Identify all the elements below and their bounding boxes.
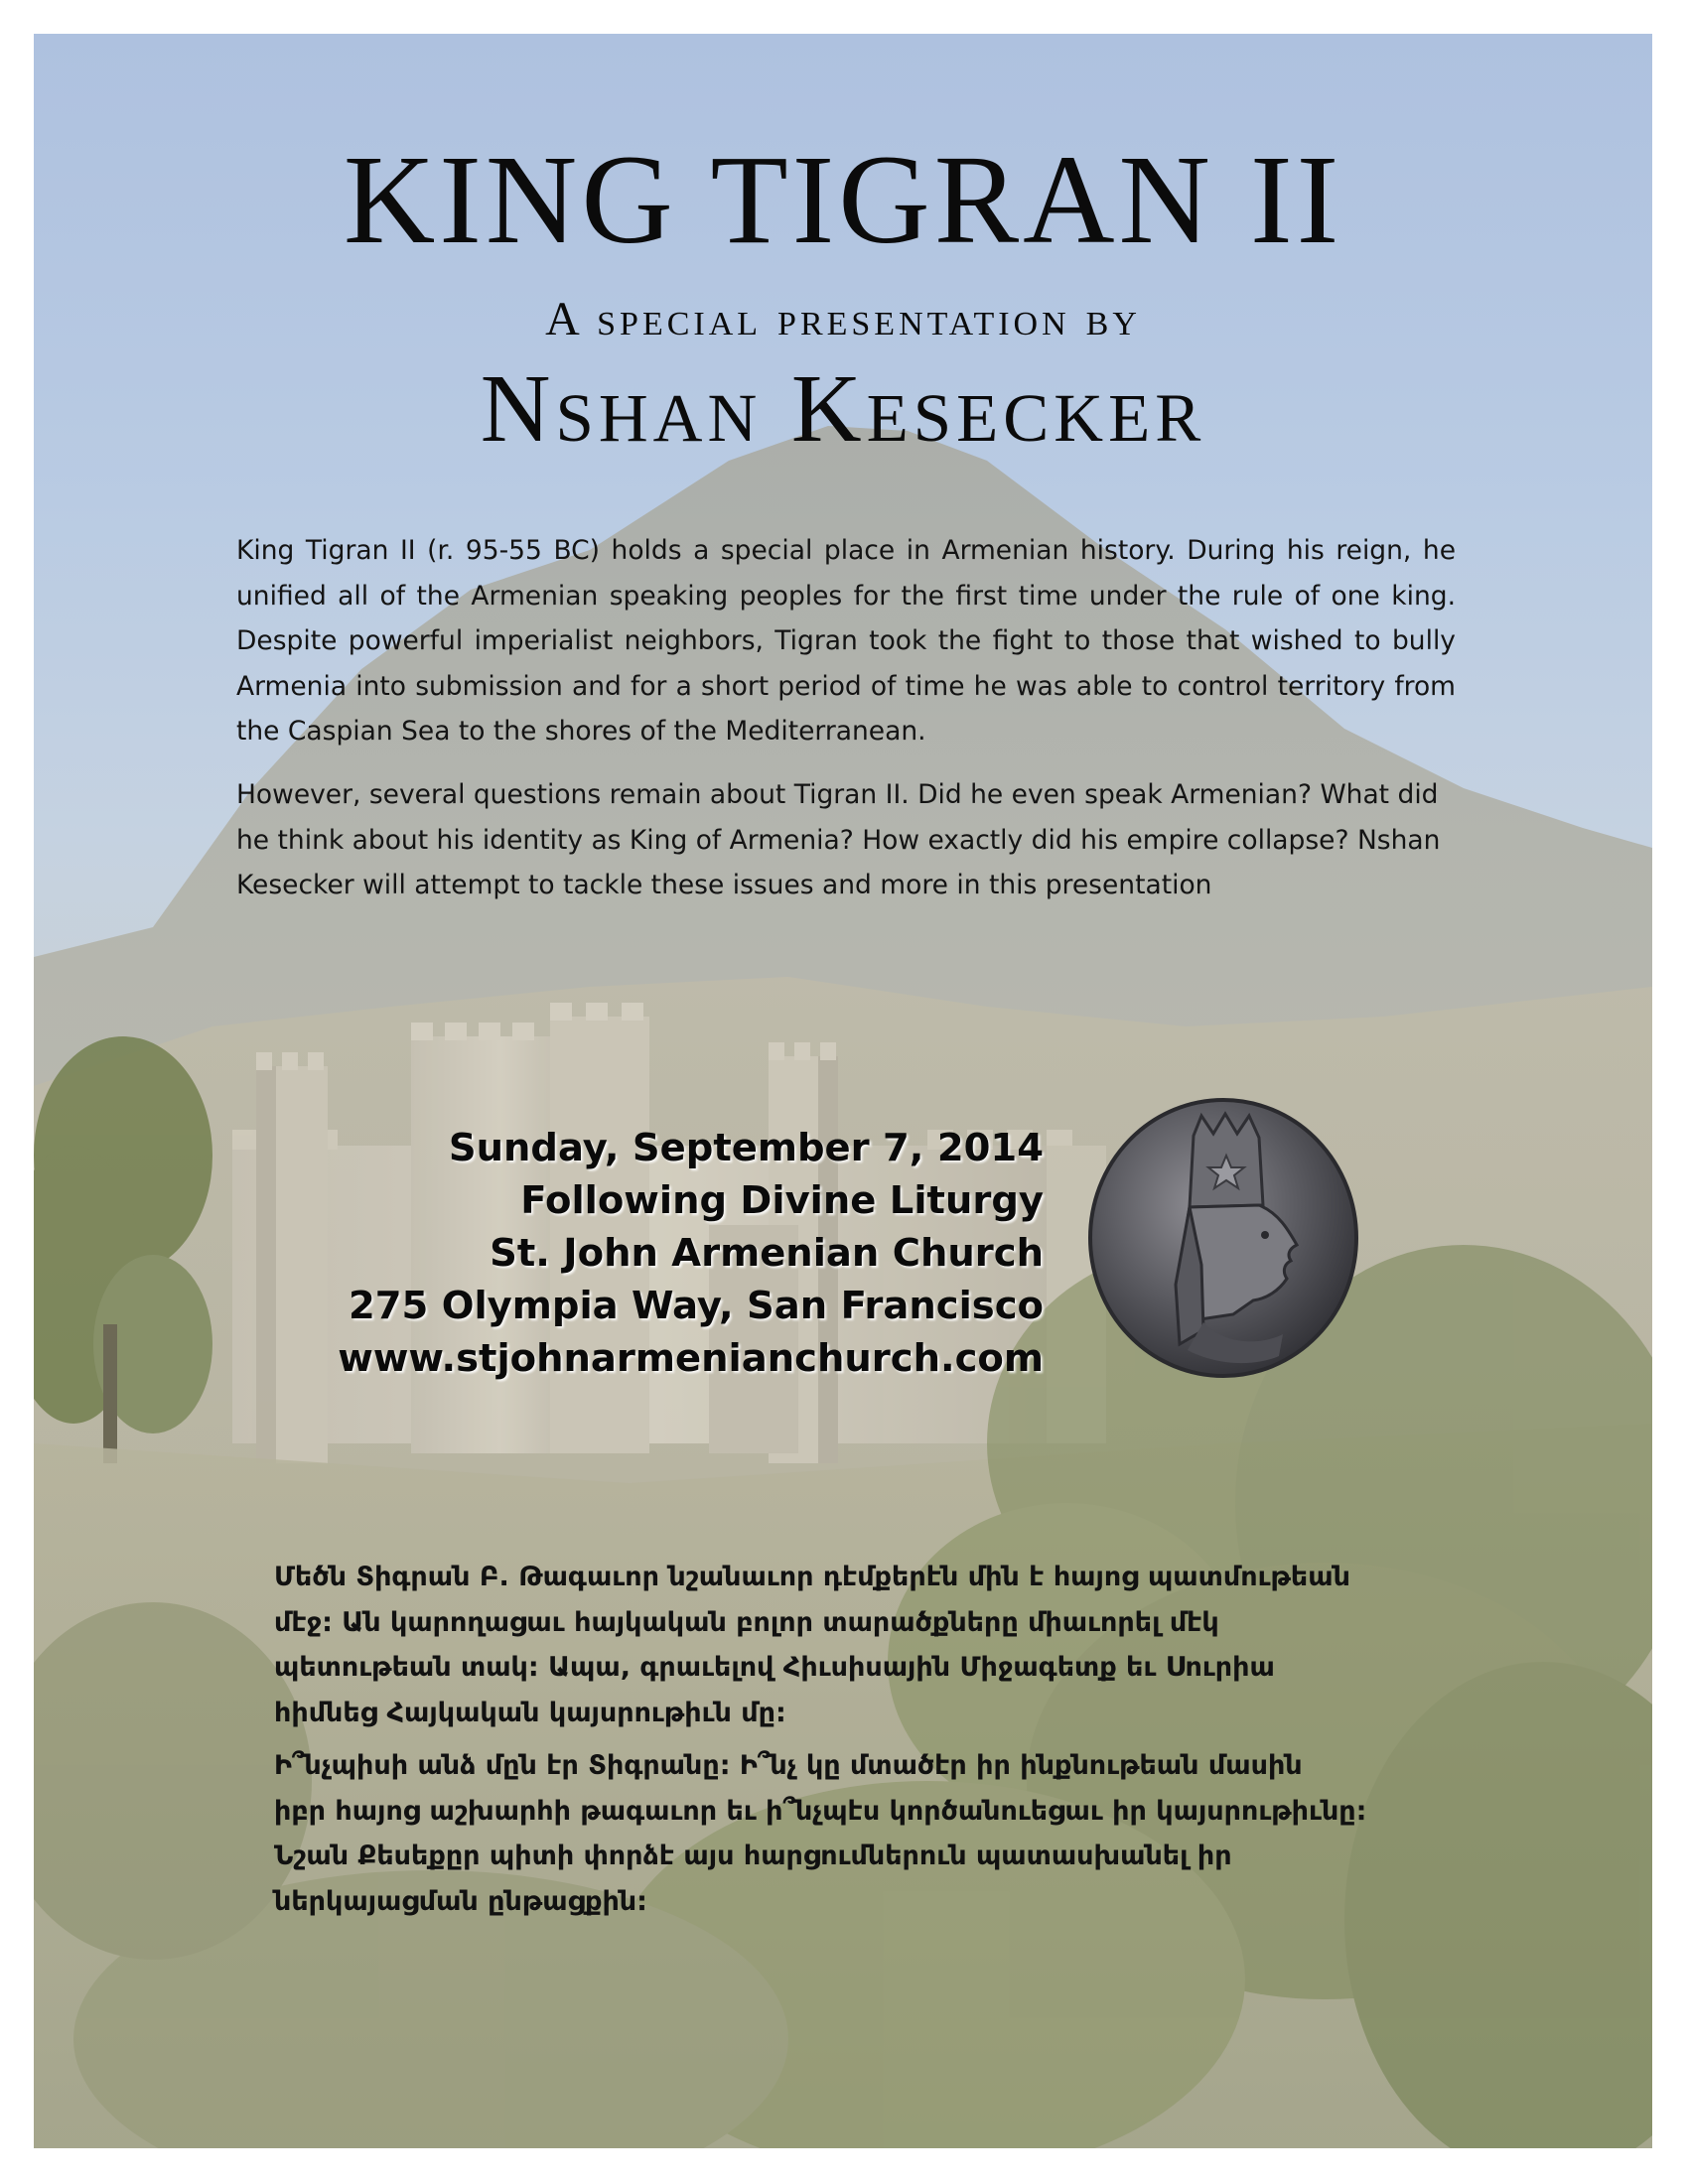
event-timing: Following Divine Liturgy xyxy=(520,1178,1044,1223)
armenian-line: ներկայացման ընթացքին: xyxy=(274,1885,647,1917)
armenian-line: Նշան Քեսեքըր պիտի փորձէ այս հարցումներուն պատասխանել իր xyxy=(274,1841,1232,1871)
armenian-line: հիմնեց Հայկական կայսրութիւն մը: xyxy=(274,1697,786,1728)
event-address: 275 Olympia Way, San Francisco xyxy=(348,1284,1044,1328)
armenian-paragraph-1 xyxy=(274,1555,1396,1735)
poster-title: KING TIGRAN II xyxy=(343,129,1343,270)
armenian-line: մէջ: Ան կարողացաւ հայկական բոլոր տարածքները միաւորել մէկ xyxy=(274,1606,1219,1638)
armenian-paragraph-2 xyxy=(274,1743,1396,1924)
event-date: Sunday, September 7, 2014 xyxy=(448,1126,1044,1170)
english-paragraph-2: However, several questions remain about Tigran II. Did he even speak Armenian? What did he think about his identity as King of Armenia? How exactly did his empire collapse? Nshan Kesecker will attempt to tackle these issues and more in this presentation xyxy=(236,779,1441,900)
tigran-coin-icon xyxy=(1084,1096,1362,1380)
event-details xyxy=(252,1122,1044,1385)
armenian-line: պետութեան տակ: Ապա, գրաւելով Հիւսիսային Միջագետք եւ Սուրիա xyxy=(274,1652,1275,1683)
english-paragraph-1: King Tigran II (r. 95-55 BC) holds a special place in Armenian history. During his reign, he unified all of the Armenian speaking peoples for the first time under the rule of one king. Despite powerful imperialist neighbors, Tigran took the fight to those that wished to bully Armenia into submission and for a short period of time he was able to control territory from the Caspian Sea to the shores of the Mediterranean. xyxy=(236,535,1456,747)
event-website: www.stjohnarmenianchurch.com xyxy=(338,1336,1044,1381)
event-venue: St. John Armenian Church xyxy=(490,1231,1044,1276)
armenian-line: Ի՞նչպիսի անձ մըն էր Տիգրանը: Ի՞նչ կը մտածէր իր ինքնութեան մասին xyxy=(274,1750,1303,1781)
armenian-line: իբր հայոց աշխարհի թագաւոր եւ ի՞նչպէս կործանուեցաւ իր կայսրութիւնը: xyxy=(274,1795,1367,1827)
poster-subtitle: A special presentation by xyxy=(545,293,1141,345)
speaker-name: Nshan Kesecker xyxy=(480,355,1206,463)
flyer-page xyxy=(34,34,1652,2148)
armenian-line: Մեծն Տիգրան Բ. Թագաւոր նշանաւոր դէմքերէն մին է հայոց պատմութեան xyxy=(274,1562,1350,1592)
